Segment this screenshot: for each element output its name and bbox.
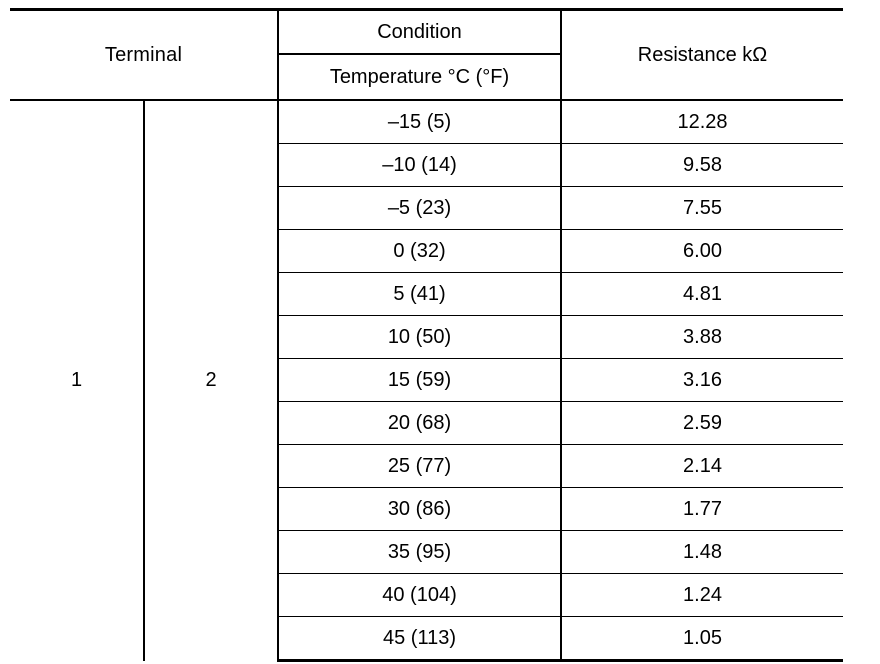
temperature-cell: 5 (41) <box>278 273 561 316</box>
resistance-cell: 1.48 <box>561 531 843 574</box>
header-row-1 <box>10 10 843 55</box>
resistance-cell: 12.28 <box>561 100 843 144</box>
resistance-cell: 9.58 <box>561 144 843 187</box>
table-row <box>10 100 843 144</box>
resistance-cell: 7.55 <box>561 187 843 230</box>
resistance-cell: 1.24 <box>561 574 843 617</box>
resistance-cell: 4.81 <box>561 273 843 316</box>
temperature-cell: 20 (68) <box>278 402 561 445</box>
temperature-cell: 25 (77) <box>278 445 561 488</box>
temperature-cell: –10 (14) <box>278 144 561 187</box>
temperature-header: Temperature °C (°F) <box>278 54 561 100</box>
temperature-cell: 10 (50) <box>278 316 561 359</box>
temperature-cell: –15 (5) <box>278 100 561 144</box>
resistance-header: Resistance kΩ <box>561 10 843 101</box>
resistance-cell: 2.14 <box>561 445 843 488</box>
resistance-cell: 3.16 <box>561 359 843 402</box>
temperature-cell: 40 (104) <box>278 574 561 617</box>
temperature-cell: 35 (95) <box>278 531 561 574</box>
resistance-cell: 3.88 <box>561 316 843 359</box>
temperature-cell: –5 (23) <box>278 187 561 230</box>
resistance-cell: 2.59 <box>561 402 843 445</box>
resistance-cell: 6.00 <box>561 230 843 273</box>
resistance-table <box>10 8 843 662</box>
temperature-cell: 30 (86) <box>278 488 561 531</box>
resistance-cell: 1.05 <box>561 617 843 661</box>
temperature-cell: 45 (113) <box>278 617 561 661</box>
terminal-a-cell: 1 <box>70 369 83 392</box>
terminal-b-cell: 2 <box>144 100 278 661</box>
resistance-cell: 1.77 <box>561 488 843 531</box>
temperature-cell: 0 (32) <box>278 230 561 273</box>
condition-header: Condition <box>278 10 561 55</box>
terminal-header: Terminal <box>10 10 278 101</box>
temperature-cell: 15 (59) <box>278 359 561 402</box>
